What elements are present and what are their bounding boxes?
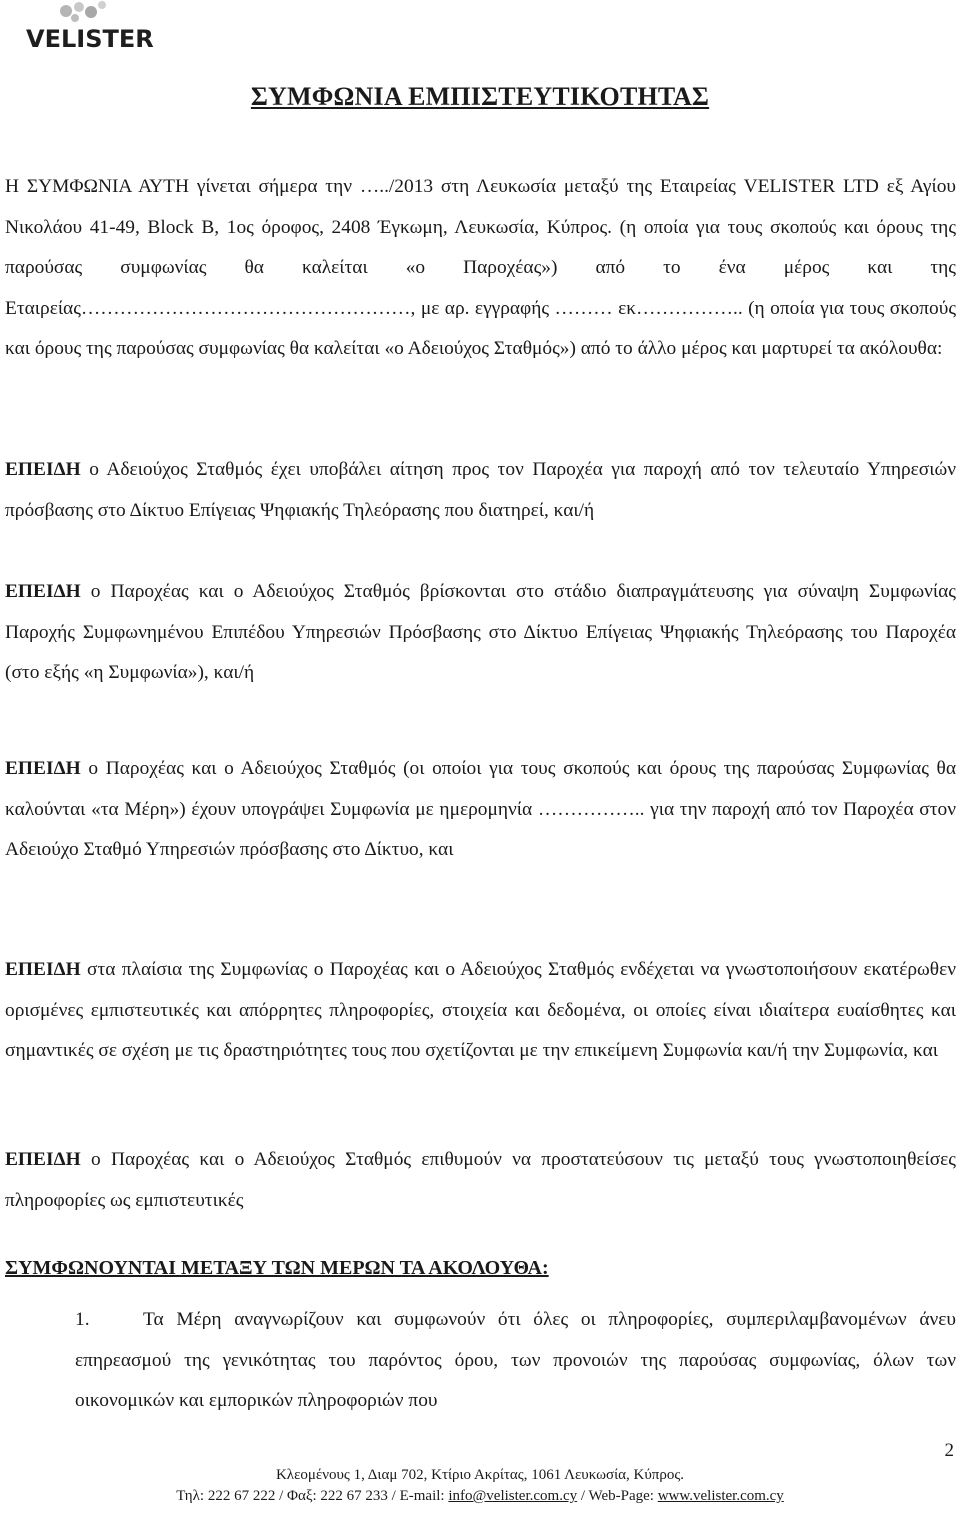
recital-5: [5, 1140, 956, 1221]
logo-text: VELISTER: [26, 25, 154, 53]
recital-2: [5, 572, 956, 694]
recital-5-text: ο Παροχέας και ο Αδειούχος Σταθμός επιθυμούν να προστατεύσουν τις μεταξύ τους γνωστοποιηθείσες πληροφορίες ως εμπιστευτικές: [5, 1149, 956, 1211]
recital-4-text: στα πλαίσια της Συμφωνίας ο Παροχέας και ο Αδειούχος Σταθμός ενδέχεται να γνωστοποιήσουν εκατέρωθεν ορισμένες εμπιστευτικές και απόρρητες πληροφορίες, στοιχεία και δεδομένα, οι οποίες είναι ιδιαίτερα ευαίσθητες και σημαντικές σε σχέση με τις δραστηριότητες τους που σχετίζονται με την επικείμενη Συμφωνία και/ή την Συμφωνία, και: [5, 959, 956, 1061]
recital-2-lead: ΕΠΕΙΔΗ: [5, 581, 81, 602]
clause-1: [75, 1300, 956, 1422]
email-link[interactable]: info@velister.com.cy: [448, 1488, 578, 1504]
recital-1-lead: ΕΠΕΙΔΗ: [5, 459, 81, 480]
footer-contact: [0, 1486, 960, 1507]
recital-3-lead: ΕΠΕΙΔΗ: [5, 758, 81, 779]
recital-4: [5, 950, 956, 1072]
recital-3-text: ο Παροχέας και ο Αδειούχος Σταθμός (οι οποίοι για τους σκοπούς και όρους της παρούσας Συμφωνίας θα καλούνται «τα Μέρη») έχουν υπογράψει Συμφωνία με ημερομηνία …………….. για την παροχή από τον Παροχέα στον Αδειούχο Σταθμό Υπηρεσιών πρόσβασης στο Δίκτυο, και: [5, 758, 956, 860]
page-number: 2: [944, 1440, 954, 1461]
clause-1-text: Τα Μέρη αναγνωρίζουν και συμφωνούν ότι όλες οι πληροφορίες, συμπεριλαμβανομένων άνευ επηρεασμού της γενικότητας του παρόντος όρου, των προνοιών της παρούσας συμφωνίας, όλων των οικονομικών και εμπορικών πληροφοριών που: [75, 1309, 956, 1411]
footer-web-prefix: / Web-Page:: [577, 1488, 658, 1504]
footer-contact-prefix: Τηλ: 222 67 222 / Φαξ: 222 67 233 / E-mail:: [176, 1488, 449, 1504]
website-link[interactable]: www.velister.com.cy: [657, 1488, 784, 1504]
recital-4-lead: ΕΠΕΙΔΗ: [5, 959, 81, 980]
recital-3: [5, 749, 956, 871]
agreed-heading: ΣΥΜΦΩΝΟΥΝΤΑΙ ΜΕΤΑΞΥ ΤΩΝ ΜΕΡΩΝ ΤΑ ΑΚΟΛΟΥΘΑ:: [5, 1257, 549, 1279]
velister-logo: [24, 0, 174, 56]
document-title: ΣΥΜΦΩΝΙΑ ΕΜΠΙΣΤΕΥΤΙΚΟΤΗΤΑΣ: [250, 82, 710, 111]
recital-2-text: ο Παροχέας και ο Αδειούχος Σταθμός βρίσκονται στο στάδιο διαπραγμάτευσης για σύναψη Συμφωνίας Παροχής Συμφωνημένου Επιπέδου Υπηρεσιών Πρόσβασης στο Δίκτυο Επίγειας Ψηφιακής Τηλεόρασης του Παροχέα (στο εξής «η Συμφωνία»), και/ή: [5, 581, 956, 683]
intro-paragraph: Η ΣΥΜΦΩΝΙΑ ΑΥΤΗ γίνεται σήμερα την …../2013 στη Λευκωσία μεταξύ της Εταιρείας VELISTER LTD εξ Αγίου Νικολάου 41-49, Block B, 1ος όροφος, 2408 Έγκωμη, Λευκωσία, Κύπρος. (η οποία για τους σκοπούς και όρους της παρούσας συμφωνίας θα καλείται «ο Παροχέας») από το ένα μέρος και της Εταιρείας……………………………………………, με αρ. εγγραφής ……… εκ…………….. (η οποία για τους σκοπούς και όρους της παρούσας συμφωνίας θα καλείται «ο Αδειούχος Σταθμός») από το άλλο μέρος και μαρτυρεί τα ακόλουθα:: [5, 176, 956, 359]
footer-address: Κλεομένους 1, Διαμ 702, Κτίριο Ακρίτας, 1061 Λευκωσία, Κύπρος.: [275, 1467, 685, 1483]
recital-5-lead: ΕΠΕΙΔΗ: [5, 1149, 81, 1170]
recital-1-text: ο Αδειούχος Σταθμός έχει υποβάλει αίτηση προς τον Παροχέα για παροχή από τον τελευταίο Υπηρεσιών πρόσβασης στο Δίκτυο Επίγειας Ψηφιακής Τηλεόρασης που διατηρεί, και/ή: [5, 459, 956, 521]
clause-1-number: 1.: [75, 1309, 90, 1330]
footer: [0, 1465, 960, 1507]
recital-1: [5, 450, 956, 531]
